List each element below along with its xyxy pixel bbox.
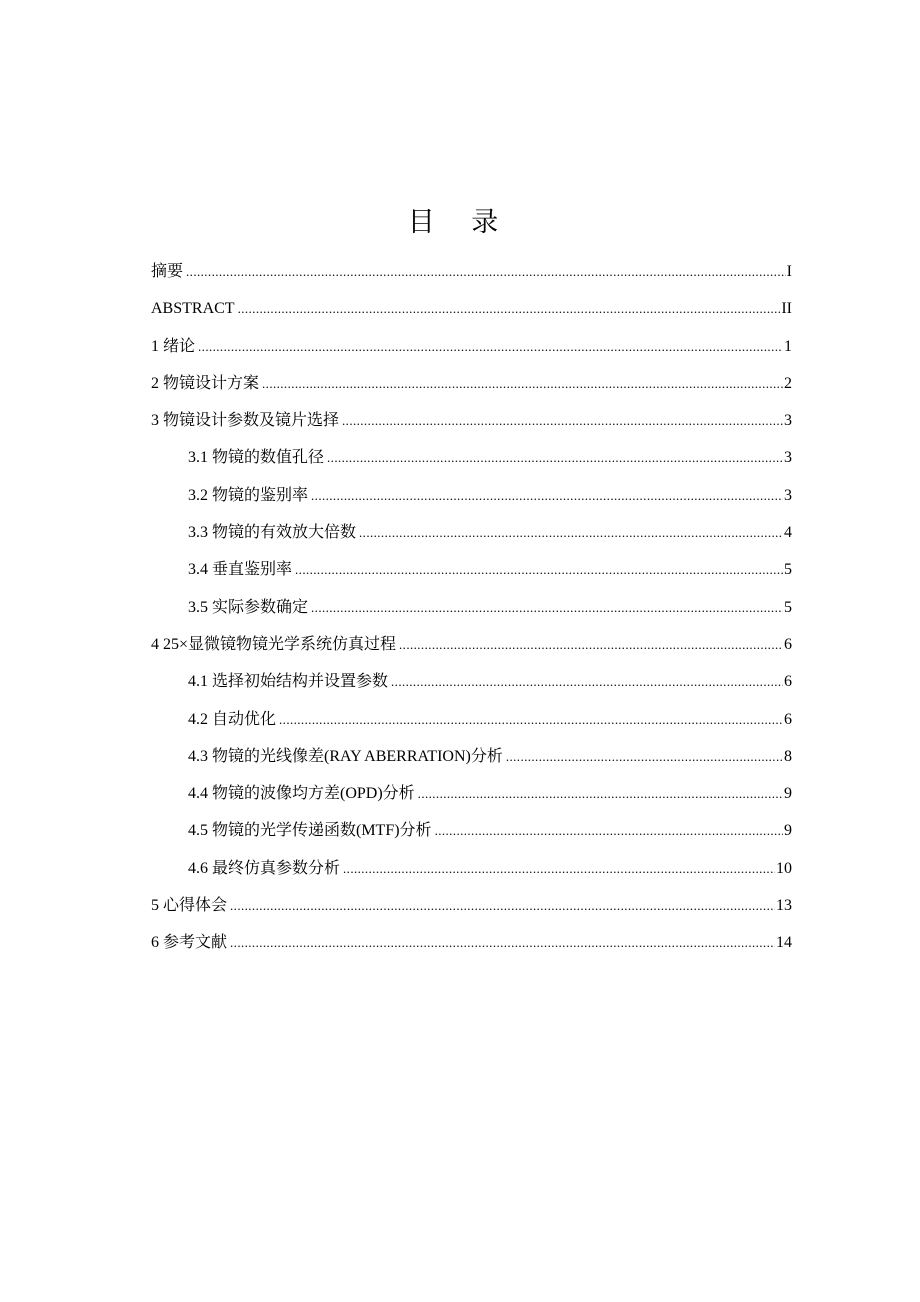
- toc-entry-label: 4.6 最终仿真参数分析: [188, 859, 341, 877]
- toc-entry-page: 3: [784, 412, 792, 430]
- toc-entry[interactable]: [151, 626, 792, 663]
- toc-entry-page: 3: [784, 486, 792, 504]
- toc-leader-dots: [311, 477, 783, 514]
- toc-leader-dots: [279, 701, 783, 738]
- toc-entry-page: 13: [776, 897, 792, 915]
- toc-entry[interactable]: [151, 253, 792, 290]
- toc-subentry[interactable]: [151, 589, 792, 626]
- toc-entry-label: 3.2 物镜的鉴别率: [188, 486, 309, 504]
- toc-entry-label: 3 物镜设计参数及镜片选择: [151, 412, 340, 430]
- toc-leader-dots: [343, 850, 775, 887]
- toc-entry[interactable]: [151, 365, 792, 402]
- toc-entry-label: 2 物镜设计方案: [151, 374, 260, 392]
- toc-entry-label: 3.4 垂直鉴别率: [188, 561, 293, 579]
- toc-leader-dots: [342, 402, 783, 439]
- toc-leader-dots: [435, 812, 783, 849]
- toc-leader-dots: [359, 514, 783, 551]
- toc-entry-page: 2: [784, 374, 792, 392]
- toc-subentry[interactable]: [151, 812, 792, 849]
- toc-entry-label: 4 25×显微镜物镜光学系统仿真过程: [151, 635, 397, 653]
- toc-subentry[interactable]: [151, 551, 792, 588]
- toc-leader-dots: [186, 253, 786, 290]
- toc-leader-dots: [391, 663, 783, 700]
- toc-subentry[interactable]: [151, 477, 792, 514]
- toc-entry-label: ABSTRACT: [151, 300, 235, 318]
- toc-entry-page: 5: [784, 598, 792, 616]
- toc-entry-page: 1: [784, 337, 792, 355]
- toc-entry-page: 10: [776, 859, 792, 877]
- toc-entry-label: 3.5 实际参数确定: [188, 598, 309, 616]
- toc-entry-page: 14: [776, 934, 792, 952]
- toc-leader-dots: [506, 738, 783, 775]
- toc-entry-page: I: [786, 263, 792, 280]
- toc-leader-dots: [262, 365, 783, 402]
- toc-leader-dots: [230, 887, 775, 924]
- toc-entry[interactable]: [151, 328, 792, 365]
- toc-entry-page: 6: [784, 635, 792, 653]
- toc-leader-dots: [327, 439, 783, 476]
- toc-entry-page: 5: [784, 561, 792, 579]
- toc-entry-label: 3.1 物镜的数值孔径: [188, 449, 325, 467]
- toc-subentry[interactable]: [151, 701, 792, 738]
- toc-entry-label: 1 绪论: [151, 337, 196, 355]
- toc-subentry[interactable]: [151, 514, 792, 551]
- toc-entry-page: 3: [784, 449, 792, 467]
- toc-leader-dots: [238, 290, 781, 327]
- toc-leader-dots: [198, 328, 783, 365]
- toc-entry-label: 3.3 物镜的有效放大倍数: [188, 524, 357, 542]
- toc-entry[interactable]: [151, 924, 792, 961]
- toc-entry-page: 6: [784, 673, 792, 691]
- toc-leader-dots: [311, 589, 783, 626]
- toc-entry-page: 4: [784, 524, 792, 542]
- toc-entry-page: II: [781, 300, 792, 318]
- toc-entry-label: 摘要: [151, 263, 184, 280]
- toc-entry-page: 9: [784, 822, 792, 840]
- toc-entry-page: 6: [784, 710, 792, 728]
- toc-leader-dots: [295, 551, 783, 588]
- toc-leader-dots: [230, 924, 775, 961]
- toc-entry[interactable]: [151, 887, 792, 924]
- toc-entry-label: 4.5 物镜的光学传递函数(MTF)分析: [188, 822, 432, 840]
- table-of-contents: [151, 253, 792, 962]
- toc-leader-dots: [399, 626, 783, 663]
- toc-entry-page: 9: [784, 785, 792, 803]
- toc-entry-label: 4.1 选择初始结构并设置参数: [188, 673, 389, 691]
- toc-entry-label: 4.3 物镜的光线像差(RAY ABERRATION)分析: [188, 747, 503, 765]
- toc-subentry[interactable]: [151, 439, 792, 476]
- toc-entry-label: 5 心得体会: [151, 897, 228, 915]
- toc-subentry[interactable]: [151, 775, 792, 812]
- toc-subentry[interactable]: [151, 738, 792, 775]
- toc-leader-dots: [418, 775, 783, 812]
- toc-subentry[interactable]: [151, 663, 792, 700]
- toc-entry-label: 4.4 物镜的波像均方差(OPD)分析: [188, 785, 415, 803]
- toc-entry[interactable]: [151, 402, 792, 439]
- toc-entry-page: 8: [784, 747, 792, 765]
- page-title: 目 录: [407, 207, 513, 238]
- toc-entry-label: 4.2 自动优化: [188, 710, 277, 728]
- toc-entry[interactable]: [151, 290, 792, 327]
- toc-entry-label: 6 参考文献: [151, 934, 228, 952]
- toc-subentry[interactable]: [151, 850, 792, 887]
